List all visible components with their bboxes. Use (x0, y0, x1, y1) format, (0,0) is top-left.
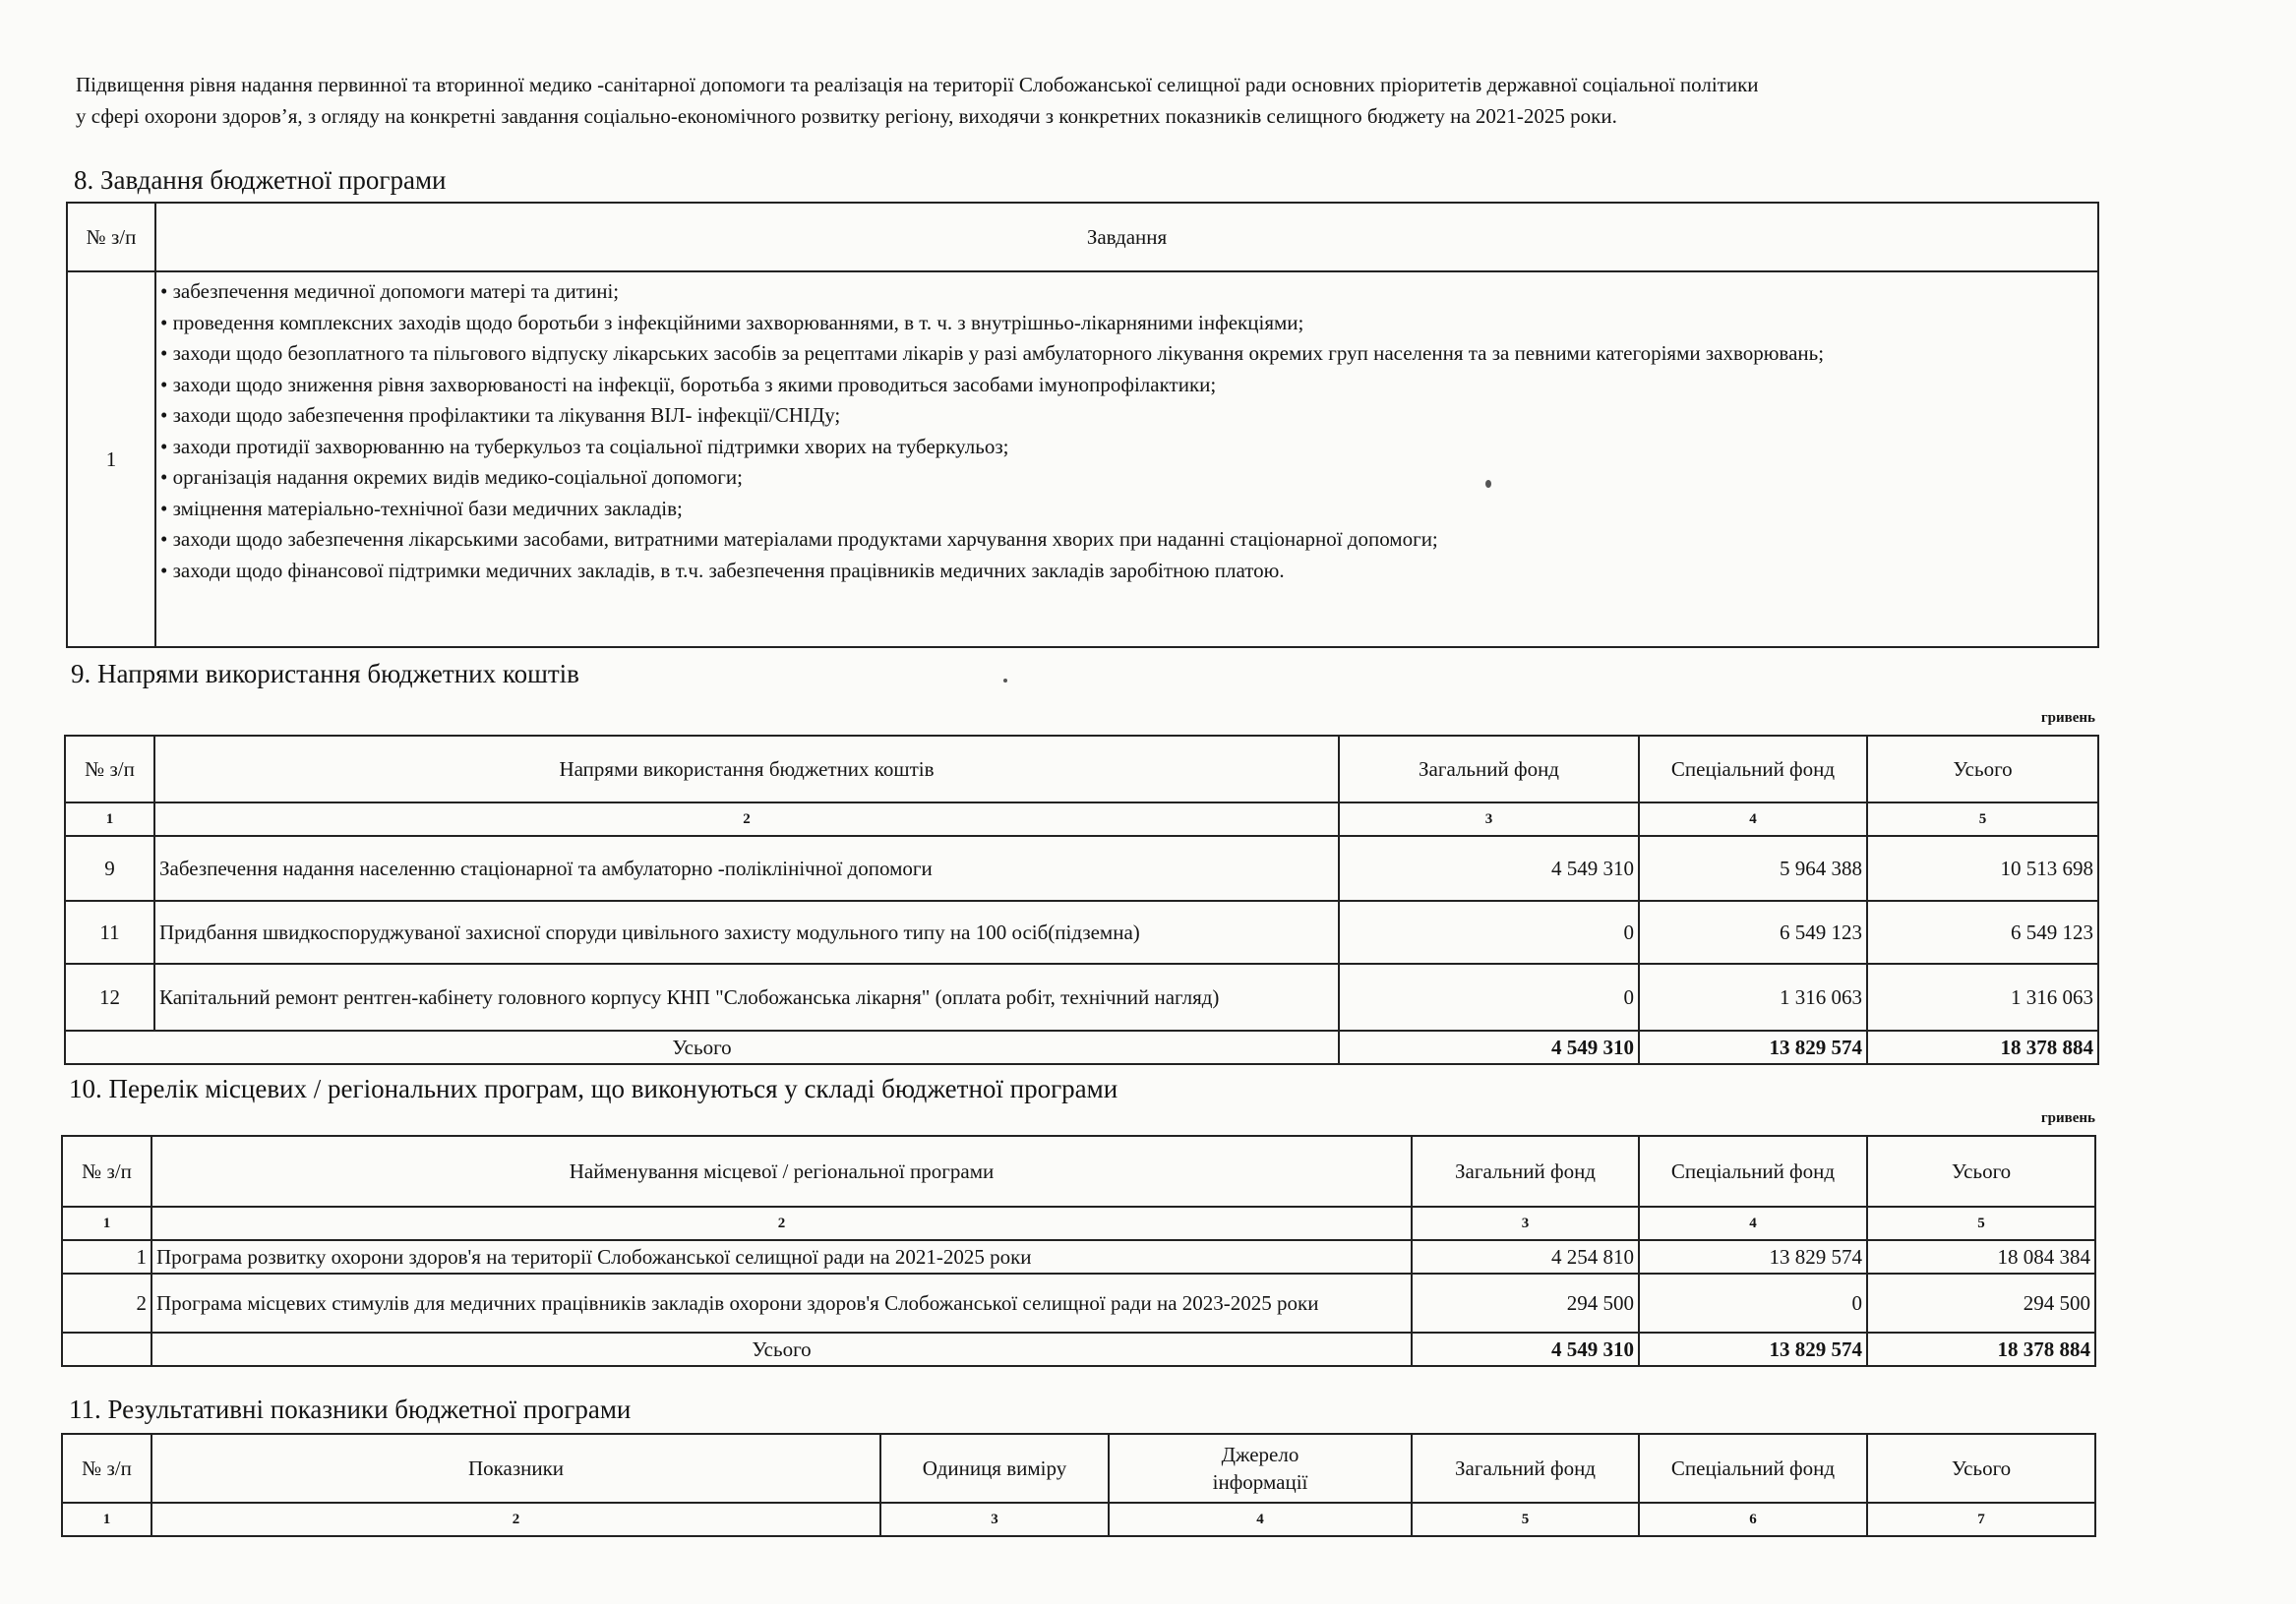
header-task: Завдання (155, 203, 2098, 271)
unit-label: гривень (2040, 1110, 2095, 1126)
header-indicators: Показники (151, 1434, 880, 1503)
task-item: • проведення комплексних заходів щодо боротьби з інфекційними захворюваннями, в т. ч. з внутрішньо-лікарняними інфекціями; (160, 310, 1304, 334)
row-program-name: Програма розвитку охорони здоров'я на території Слобожанської селищної ради на 2021-2025 роки (151, 1240, 1412, 1274)
task-item: • заходи щодо безоплатного та пільгового відпуску лікарських засобів за рецептами лікарів у разі амбулаторного лікування окремих груп населення та за певними категоріями захворювань; (160, 341, 1825, 365)
index-cell: 3 (1412, 1207, 1639, 1240)
header-special-fund: Спеціальний фонд (1639, 1434, 1867, 1503)
row-total: 18 084 384 (1867, 1240, 2095, 1274)
intro-line-2: у сфері охорони здоров’я, з огляду на конкретні завдання соціально-економічного розвитку регіону, виходячи з конкретних показників селищного бюджету на 2021-2025 роки. (76, 104, 1617, 128)
index-cell: 4 (1639, 802, 1867, 836)
index-cell: 6 (1639, 1503, 1867, 1536)
task-item: • заходи щодо забезпечення лікарськими засобами, витратними матеріалами продуктами харчування хворих при наданні стаціонарної допомоги; (160, 527, 1438, 551)
header-source: Джерело інформації (1109, 1434, 1412, 1503)
index-cell: 2 (151, 1207, 1412, 1240)
row-direction: Капітальний ремонт рентген-кабінету головного корпусу КНП "Слобожанська лікарня" (оплата робіт, технічний нагляд) (154, 964, 1339, 1031)
table-row (65, 836, 2098, 901)
row-general-fund: 0 (1339, 964, 1639, 1031)
total-total: 18 378 884 (1867, 1031, 2098, 1064)
row-number: 1 (62, 1240, 151, 1274)
indicators-table (61, 1433, 2096, 1537)
header-general-fund: Загальний фонд (1412, 1136, 1639, 1207)
tasks-table (66, 202, 2099, 648)
total-general-fund: 4 549 310 (1339, 1031, 1639, 1064)
intro-line-1: Підвищення рівня надання первинної та вторинної медико -санітарної допомоги та реалізація на території Слобожанської селищної ради основних пріоритетів державної соціальної політики (76, 73, 1759, 96)
section-8-title: 8. Завдання бюджетної програми (74, 165, 447, 195)
task-item: • заходи щодо фінансової підтримки медичних закладів, в т.ч. забезпечення працівників медичних закладів заробітною платою. (160, 558, 1285, 582)
row-direction: Придбання швидкоспоруджуваної захисної споруди цивільного захисту модульного типу на 100 осіб(підземна) (154, 901, 1339, 964)
total-special-fund: 13 829 574 (1639, 1031, 1867, 1064)
total-total: 18 378 884 (1867, 1333, 2095, 1366)
row-program-name: Програма місцевих стимулів для медичних працівників закладів охорони здоров'я Слобожанської селищної ради на 2023-2025 роки (151, 1274, 1412, 1333)
unit-label: гривень (2040, 710, 2095, 726)
row-general-fund: 0 (1339, 901, 1639, 964)
total-general-fund: 4 549 310 (1412, 1333, 1639, 1366)
task-item: • зміцнення матеріально-технічної бази медичних закладів; (160, 496, 683, 520)
intro-paragraph (76, 69, 2122, 132)
header-general-fund: Загальний фонд (1412, 1434, 1639, 1503)
row-total: 10 513 698 (1867, 836, 2098, 901)
row-special-fund: 1 316 063 (1639, 964, 1867, 1031)
total-label: Усього (65, 1031, 1339, 1064)
index-cell: 1 (62, 1503, 151, 1536)
task-list (155, 271, 2098, 647)
index-cell: 5 (1867, 1207, 2095, 1240)
row-number: 9 (65, 836, 154, 901)
index-cell: 5 (1412, 1503, 1639, 1536)
index-cell: 4 (1109, 1503, 1412, 1536)
row-number: 2 (62, 1274, 151, 1333)
header-special-fund: Спеціальний фонд (1639, 1136, 1867, 1207)
header-direction: Напрями використання бюджетних коштів (154, 736, 1339, 802)
row-number: 11 (65, 901, 154, 964)
task-item: • заходи протидії захворюванню на туберкульоз та соціальної підтримки хворих на туберкульоз; (160, 434, 1009, 458)
index-cell: 1 (62, 1207, 151, 1240)
row-general-fund: 4 549 310 (1339, 836, 1639, 901)
index-cell: 2 (151, 1503, 880, 1536)
programs-table (61, 1135, 2096, 1367)
index-cell: 1 (65, 802, 154, 836)
header-unit: Одиниця виміру (880, 1434, 1109, 1503)
total-empty-cell (62, 1333, 151, 1366)
row-number: 12 (65, 964, 154, 1031)
row-special-fund: 0 (1639, 1274, 1867, 1333)
row-total: 1 316 063 (1867, 964, 2098, 1031)
index-cell: 4 (1639, 1207, 1867, 1240)
header-number: № з/п (62, 1136, 151, 1207)
row-general-fund: 4 254 810 (1412, 1240, 1639, 1274)
task-item: • заходи щодо забезпечення профілактики та лікування ВІЛ- інфекції/СНІДу; (160, 403, 841, 427)
row-general-fund: 294 500 (1412, 1274, 1639, 1333)
row-special-fund: 5 964 388 (1639, 836, 1867, 901)
index-cell: 5 (1867, 802, 2098, 836)
scan-speck (1003, 679, 1007, 683)
header-special-fund: Спеціальний фонд (1639, 736, 1867, 802)
header-total: Усього (1867, 1434, 2095, 1503)
total-row (62, 1333, 2095, 1366)
total-special-fund: 13 829 574 (1639, 1333, 1867, 1366)
section-9-title: 9. Напрями використання бюджетних коштів (71, 659, 579, 688)
header-total: Усього (1867, 1136, 2095, 1207)
index-cell: 3 (1339, 802, 1639, 836)
row-special-fund: 13 829 574 (1639, 1240, 1867, 1274)
table-row (65, 964, 2098, 1031)
task-row-number: 1 (67, 271, 155, 647)
task-item: • заходи щодо зниження рівня захворюваності на інфекції, боротьба з якими проводиться засобами імунопрофілактики; (160, 372, 1217, 396)
table-row (65, 901, 2098, 964)
header-total: Усього (1867, 736, 2098, 802)
index-cell: 3 (880, 1503, 1109, 1536)
table-row (62, 1274, 2095, 1333)
header-number: № з/п (65, 736, 154, 802)
index-cell: 7 (1867, 1503, 2095, 1536)
row-total: 6 549 123 (1867, 901, 2098, 964)
total-label: Усього (151, 1333, 1412, 1366)
section-10-title: 10. Перелік місцевих / регіональних програм, що виконуються у складі бюджетної програми (69, 1074, 1118, 1103)
table-row (62, 1240, 2095, 1274)
row-direction: Забезпечення надання населенню стаціонарної та амбулаторно -поліклінічної допомоги (154, 836, 1339, 901)
budget-directions-table (64, 735, 2099, 1065)
row-special-fund: 6 549 123 (1639, 901, 1867, 964)
task-item: • забезпечення медичної допомоги матері та дитині; (160, 279, 620, 303)
header-program-name: Найменування місцевої / регіональної програми (151, 1136, 1412, 1207)
index-cell: 2 (154, 802, 1339, 836)
total-row (65, 1031, 2098, 1064)
header-general-fund: Загальний фонд (1339, 736, 1639, 802)
section-11-title: 11. Результативні показники бюджетної програми (69, 1395, 632, 1424)
row-total: 294 500 (1867, 1274, 2095, 1333)
header-number: № з/п (62, 1434, 151, 1503)
header-number: № з/п (67, 203, 155, 271)
task-item: • організація надання окремих видів медико-соціальної допомоги; (160, 465, 743, 489)
scan-speck (1485, 480, 1491, 488)
